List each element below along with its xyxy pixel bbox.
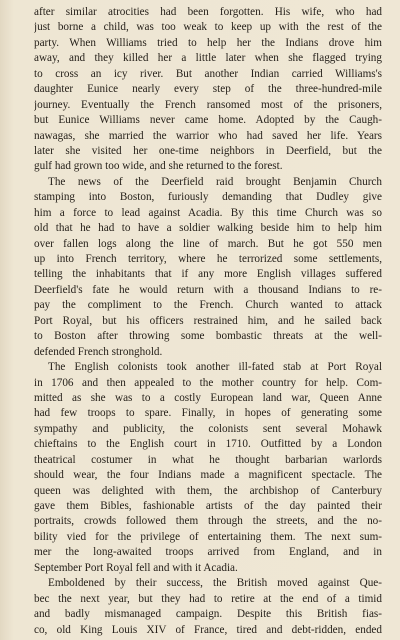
text-line: co, old King Louis XIV of France, tired and debt-ridden, ended [34,623,382,636]
text-line: but Eunice Williams never came home. Adopted by the Caugh- [34,114,382,127]
text-line: nawagas, she married the warrior who had saved her life. Years [34,129,382,142]
text-line: had few troops to spare. Finally, in hopes of generating some [34,407,382,420]
text-line: telling the inhabitants that if any more English villages suffered [34,268,382,281]
text-line: Port Royal, but his officers restrained him, and he sailed back [34,314,382,327]
text-line: sympathy and publicity, the colonists sent several Mohawk [34,422,382,435]
text-line: The news of the Deerfield raid brought Benjamin Church [48,175,382,188]
text-line: to cross an icy river. But another Indian carried Williams's [34,67,382,80]
text-line: chieftains to the English court in 1710. Outfitted by a London [34,438,382,451]
text-line: Deerfield's fate he would return with a thousand Indians to re- [34,283,382,296]
body-text [34,5,382,638]
text-line: bec the next year, but they had to retire at the end of a timid [34,592,382,605]
text-line: September Port Royal fell and with it Acadia. [34,561,238,574]
text-line: mitted as she was to a costly European land war, Queen Anne [34,391,382,404]
paragraph [34,576,382,638]
paragraph [34,5,382,175]
text-line: just borne a child, was too weak to keep up with the rest of the [34,21,382,34]
text-line: gave them Bibles, fashionable artists of the day painted their [34,500,382,512]
text-line: gulf had grown too wide, and she returned to the forest. [34,160,283,173]
text-line: later she visited her one-time neighbors in Deerfield, but the [34,144,382,157]
text-line: defended French stronghold. [34,345,163,358]
paragraph [34,360,382,576]
text-line: The English colonists took another ill-fated stab at Port Royal [48,361,382,374]
text-line: him a force to lead against Acadia. By this time Church was so [34,206,382,219]
text-line: Emboldened by their success, the British moved against Que- [48,577,382,590]
text-line: over fallen logs along the line of march. But he got 550 men [34,237,382,250]
paragraph [34,175,382,360]
text-line: portraits, crowds followed them through the streets, and the no- [34,515,382,528]
text-line: theatrical costumer in what he thought barbarian warlords [34,453,382,466]
text-line: party. When Williams tried to help her the Indians drove him [34,36,382,49]
text-line: away, and they killed her a little later when she flagged trying [34,52,382,65]
text-line: pay the compliment to the French. Church wanted to attack [34,299,382,312]
text-line: queen was delighted with them, the archbishop of Canterbury [34,484,382,497]
text-line: journey. Eventually the French ransomed most of the prisoners, [34,98,382,111]
text-line: daughter Eunice nearly every step of the three-hundred-mile [34,83,382,96]
text-line: to Boston after throwing some bombastic threats at the well- [34,330,382,343]
text-line: old that he had to have a soldier walking beside him to help him [34,222,382,235]
text-line: in 1706 and then appealed to the mother country for help. Com- [34,376,382,389]
text-line: should wear, the four Indians made a magnificent spectacle. The [34,469,382,482]
text-line: and badly mismanaged campaign. Despite this British fias- [34,608,382,621]
text-line: mer the long-awaited troops arrived from England, and in [34,546,382,559]
text-line: after similar atrocities had been forgotten. His wife, who had [34,6,382,18]
text-line: up into French territory, where he terrorized some settlements, [34,253,382,265]
text-line: stamping into Boston, furiously demanding that Dudley give [34,191,382,204]
text-line: bility vied for the privilege of entertaining them. The next sum- [34,530,382,543]
